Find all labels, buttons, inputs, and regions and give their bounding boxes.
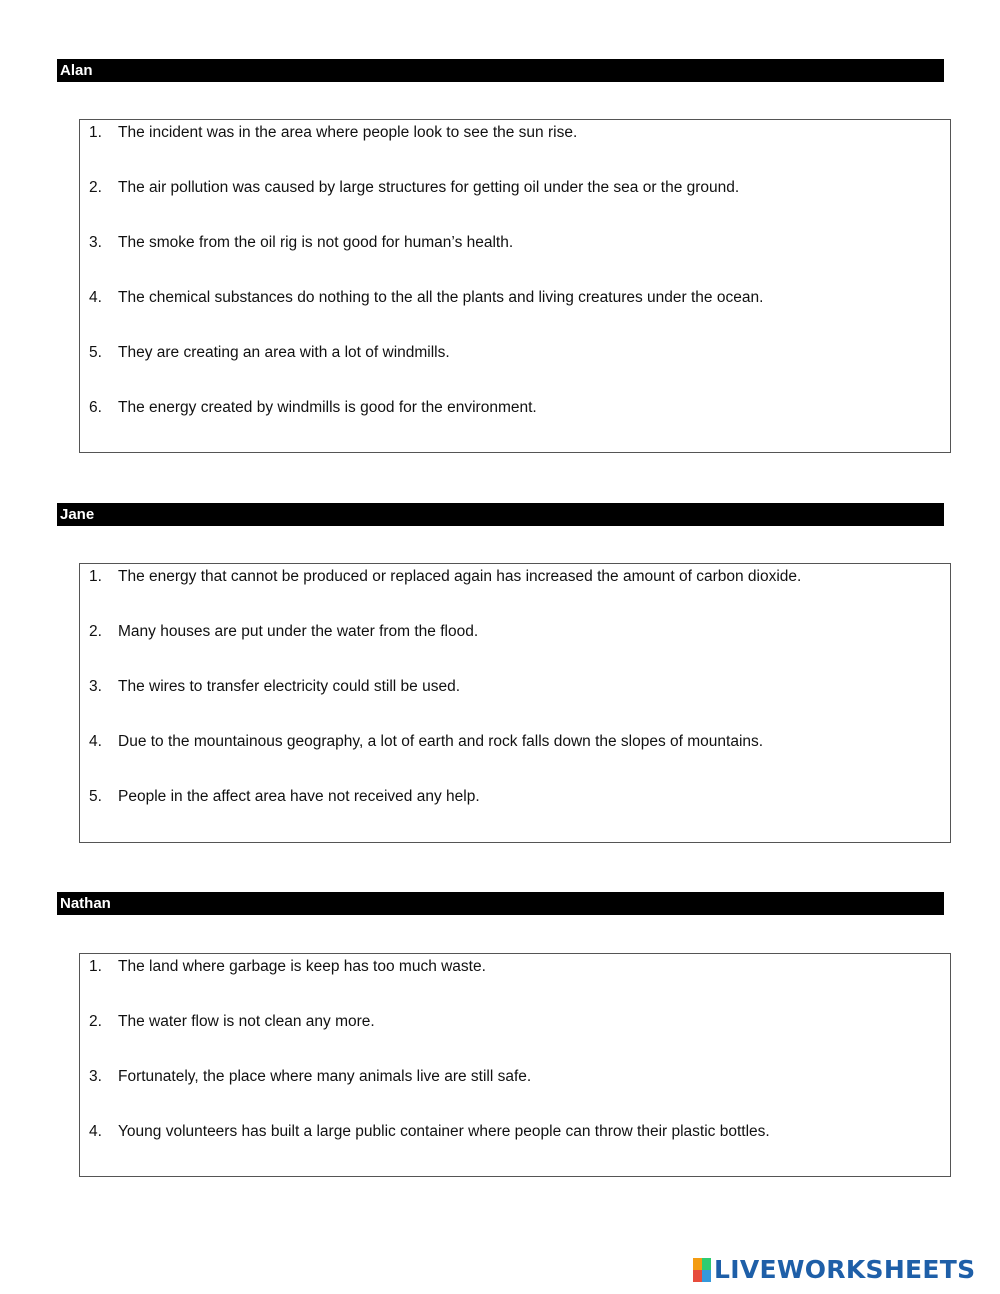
statement-item: 1. The energy that cannot be produced or replaced again has increased the amount of carbon dioxide. [89, 566, 940, 588]
statement-box-jane [79, 563, 951, 843]
statement-box-nathan [79, 953, 951, 1177]
statement-item: 2. Many houses are put under the water from the flood. [89, 621, 940, 643]
statement-item: 5. People in the affect area have not received any help. [89, 786, 940, 808]
statement-text: Fortunately, the place where many animals live are still safe. [118, 1068, 532, 1085]
statement-text: The wires to transfer electricity could still be used. [118, 678, 460, 695]
statement-text: The air pollution was caused by large structures for getting oil under the sea or the ground. [118, 179, 740, 196]
statement-text: The incident was in the area where people look to see the sun rise. [118, 124, 578, 141]
statement-text: People in the affect area have not received any help. [118, 788, 480, 805]
statement-item: 3. Fortunately, the place where many animals live are still safe. [89, 1066, 940, 1088]
statement-item: 1. The incident was in the area where people look to see the sun rise. [89, 122, 940, 144]
statement-item: 4. The chemical substances do nothing to the all the plants and living creatures under the ocean. [89, 287, 940, 309]
statement-item: 2. The air pollution was caused by large structures for getting oil under the sea or the ground. [89, 177, 940, 199]
statement-text: The land where garbage is keep has too much waste. [118, 958, 486, 975]
statement-text: Due to the mountainous geography, a lot of earth and rock falls down the slopes of mountains. [118, 733, 764, 750]
statement-text: Many houses are put under the water from the flood. [118, 623, 479, 640]
statement-item: 4. Due to the mountainous geography, a lot of earth and rock falls down the slopes of mountains. [89, 731, 940, 753]
statement-item: 3. The smoke from the oil rig is not good for human’s health. [89, 232, 940, 254]
statement-item: 1. The land where garbage is keep has too much waste. [89, 956, 940, 978]
section-header-jane: Jane [57, 503, 944, 526]
section-header-nathan: Nathan [57, 892, 944, 915]
statement-text: The smoke from the oil rig is not good for human’s health. [118, 234, 514, 251]
statement-box-alan [79, 119, 951, 453]
statement-text: The energy that cannot be produced or replaced again has increased the amount of carbon dioxide. [118, 568, 802, 585]
statement-text: The water flow is not clean any more. [118, 1013, 375, 1030]
section-header-alan: Alan [57, 59, 944, 82]
statement-text: They are creating an area with a lot of windmills. [118, 344, 450, 361]
statement-item: 2. The water flow is not clean any more. [89, 1011, 940, 1033]
statement-text: The chemical substances do nothing to the all the plants and living creatures under the ocean. [118, 289, 764, 306]
statement-item: 6. The energy created by windmills is good for the environment. [89, 397, 940, 419]
logo-text: LIVEWORKSHEETS [714, 1255, 976, 1284]
statement-item: 5. They are creating an area with a lot of windmills. [89, 342, 940, 364]
statement-text: The energy created by windmills is good for the environment. [118, 399, 537, 416]
statement-text: Young volunteers has built a large public container where people can throw their plastic bottles. [118, 1123, 770, 1140]
statement-item: 4. Young volunteers has built a large public container where people can throw their plastic bottles. [89, 1121, 940, 1143]
liveworksheets-logo-icon [693, 1258, 711, 1282]
liveworksheets-logo [693, 1256, 975, 1284]
statement-item: 3. The wires to transfer electricity could still be used. [89, 676, 940, 698]
